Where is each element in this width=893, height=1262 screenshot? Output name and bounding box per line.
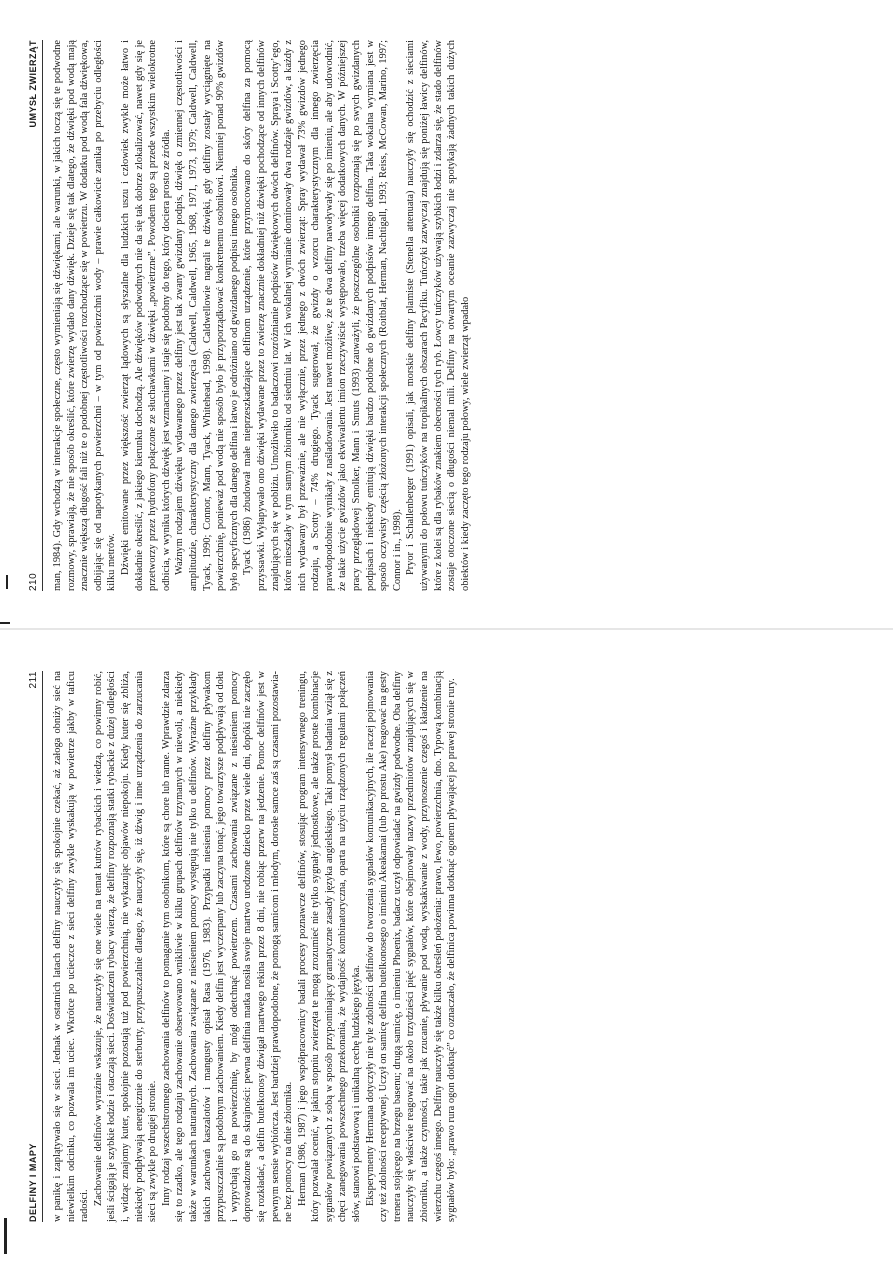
page-number: 211 xyxy=(28,671,39,689)
paragraph: Herman (1986, 1987) i jego współpracownicy badali procesy poznawcze delfinów, stosując program intensywnego treningu, który pozwalał ocenić, w jakim stopniu zwierzęta te mogą zrozumieć nie tylko sygnały jednostkowe, ale także proste kombinacje sygnałów powiązanych z sobą w sposób przypominający gramatyczne zasady języka angielskiego. Taki pomysł badania wziął się z chęci zanegowania powszechnego przekonania, że wydajność kombinatoryczna, oparta na użyciu rządzonych regułami połączeń słów, stanowi podstawową i unikalną cechę ludzkiego języka. xyxy=(296,671,363,1222)
paragraph: man, 1984). Gdy wchodzą w interakcje społeczne, często wymieniają się dźwiękami, ale warunki, w jakich toczą się te podwodne rozmowy, sprawiają, że nie sposób określić, które zwierzę wydało dany dźwięk. Dzieje się tak dlatego, że dźwięki pod wodą mają znacznie większą długość fali niż te o podobnej częstotliwości rozchodzące się w powietrzu. W dodatku pod wodą fala dźwiękowa, odbijając się od napotykanych powierzchni – w tym od powierzchni wody – prawie całkowicie zanika po przebyciu odległości kilku metrów. xyxy=(52,40,118,591)
page-number: 210 xyxy=(28,572,39,591)
page-211-body xyxy=(51,671,459,1222)
margin-mark xyxy=(0,622,10,624)
paragraph: Dźwięki emitowane przez większość zwierząt lądowych są słyszalne dla ludzkich uszu i człowiek zwykle może łatwo i dokładnie określić, z jakiego kierunku dochodzą. Ale dźwięków podwodnych nie da się tak dobrze zlokalizować, nawet gdy się je przetworzy przez hydrofony połączone ze słuchawkami w dźwięki „powietrzne”. Powodem tego są przede wszystkim wielokrotne odbicia, w wyniku których dźwięk jest wzmacniany i staje się podobny do tego, który dociera prosto ze źródła. xyxy=(119,40,172,591)
margin-mark xyxy=(4,1218,7,1254)
running-head-title: DELFINY I MAPY xyxy=(28,1143,38,1222)
paragraph: Eksperymenty Hermana dotyczyły nie tyle zdolności delfinów do tworzenia sygnałów komunikacyjnych, ile raczej pojmowania czy też zdolności receptywnej. Uczył on samicę delfina butelkonosego o imieniu Akeakamai (lub po prostu Ake) reagować na gesty trenera stojącego na brzegu basenu; drugą samicę, o imieniu Phoenix, badacz uczył odpowiadać na gwizdy podwodne. Oba delfiny nauczyły się właściwie reagować na około trzydzieści pięć sygnałów, które obejmowały nazwy przedmiotów znajdujących się w zbiorniku, a także czynności, takie jak rzucanie, pływanie pod wodą, wyskakiwanie z wody, przynoszenie czegoś i kładzenie na wierzchu czegoś innego. Delfiny nauczyły się także kilku określeń położenia: prawo, lewo, powierzchnia, dno. Typową kombinacją sygnałów było: „prawo rura ogon dotknąć” co oznaczało, że delfinica powinna dotknąć ogonem pływającej po prawej stronie rury. xyxy=(364,671,458,1222)
paragraph: Zachowanie delfinów wyraźnie wskazuje, że nauczyły się one wiele na temat kutrów rybackich i wiedzą, co powinny robić, jeśli ścigają je szybkie łodzie i otaczają sieci. Doświadczeni rybacy wierzą, że delfiny rozpoznają statki rybackie z dużej odległości i, widząc znajomy kuter, spokojnie pozostają tuż pod powierzchnią, nie wykazując objawów niepokoju. Kiedy kuter się zbliża, niekiedy podpływają energicznie do sterburty, przypuszczalnie dlatego, że nauczyły się, iż dźwig i inne urządzenia do zarzucania sieci są zwykle po drugiej stronie. xyxy=(92,671,159,1222)
paragraph: Inny rodzaj wszechstronnego zachowania delfinów to pomaganie tym osobnikom, które są chore lub ranne. Wprawdzie zdarza się to rzadko, ale tego rodzaju zachowanie obserwowano wnikliwie w kilku grupach delfinów trzymanych w niewoli, a niekiedy także w warunkach naturalnych. Zachowania związane z niesieniem pomocy występują nie tylko u delfinów. Wyraźne przykłady takich zachowań kaszalotów i mangusty opisał Rasa (1976, 1983). Przypadki niesienia pomocy przez delfiny pływakom przypuszczalnie są podobnym zachowaniem. Kiedy delfin jest wyczerpany lub zaczyna tonąć, jego towarzysze podpływają od dołu i wypychają go na powierzchnię, by mógł odetchnąć powietrzem. Czasami zachowania związane z niesieniem pomocy doprowadzone są do skrajności: pewna delfinia matka nosiła swoje martwo urodzone dziecko przez wiele dni, dopóki nie zaczęło się rozkładać, a delfin butelkonosy dźwigał martwego rekina przez 8 dni, nie robiąc przerw na jedzenie. Pomoc delfinów jest w pewnym sensie wybiórcza. Jest bardziej prawdopodobne, że pomogą samicom i młodym, dorosłe samce zaś są czasami pozostawiane bez pomocy na dnie zbiornika. xyxy=(160,671,295,1222)
page-211-content xyxy=(0,631,893,1262)
paragraph: Pryor i Schallenberger (1991) opisali, jak morskie delfiny plamiste (Stenella attenuata) nauczyły się ochodzić z sieciami używanymi do połowu tuńczyków na tropikalnych obszarach Pacyfiku. Tuńczyki zazwyczaj znajdują się poniżej ławicy delfinów, które z kolei są dla rybaków znakiem obecności tych ryb. Łowcy tuńczyków używają szybkich łodzi i zdarza się, że stado delfinów zostaje otoczone siecią o długości niemal mili. Delfiny na otwartym oceanie zazwyczaj nie spotykają żadnych takich dużych obiektów i kiedy zaczęto tego rodzaju połowy, wiele zwierząt wpadało xyxy=(405,40,471,591)
page-211 xyxy=(0,631,893,1262)
paragraph: Tyack (1986) zbudował małe nieprzeszkadzające delfinom urządzenie, które przymocowano do skóry delfina za pomocą przyssawki. Wyłapywało ono dźwięki wydawane przez to zwierzę znacznie dokładniej niż dźwięki pochodzące od innych delfinów znajdujących się w pobliżu. Umożliwiło to badaczowi rozróżnianie podpisów dźwiękowych dwóch delfinów. Spraya i Scotty’ego, które mieszkały w tym samym zbiorniku od siedmiu lat. W ich wokalnej wymianie dominowały dwa rodzaje gwizdów, a każdy z nich wydawany był przeważnie, ale nie wyłącznie, przez jednego z dwóch zwierząt: Spray wydawał 73% gwizdów jednego rodzaju, a Scotty – 74% drugiego. Tyack sugerował, że gwizdy o wzorcu charakterystycznym dla innego zwierzęcia prawdopodobnie wynikały z naśladowania. Jest nawet możliwe, że te dwa delfiny nawoływały się po imieniu, ale aby udowodnić, że takie użycie gwizdów jako ekwiwalentu imion rzeczywiście występowało, trzeba więcej dodatkowych danych. W późniejszej pracy przeglądowej Smolker, Mann i Smuts (1993) zauważyli, że poszczególne osobniki rozpoznają się po swych gwizdanych podpisach i niekiedy emitują dźwięki bardzo podobne do gwizdanych podpisów innego delfina. Taka wokalna wymiana jest w sposób oczywisty częścią złożonych interakcji społecznych (Roitblat, Herman, Nachtigall, 1993; Reiss, McCowan, Marino, 1997; Connor i in., 1998). xyxy=(242,40,403,591)
paragraph: w panikę i zaplątywało się w sieci. Jednak w ostatnich latach delfiny nauczyły się spokojnie czekać, aż załoga obniży sieć na niewielkim odcinku, co pozwala im uciec. Wkrótce po ucieczce z sieci delfiny zwykle wyskakują w powietrze jakby w taficu radości. xyxy=(52,671,91,1222)
page-210-body xyxy=(51,40,472,591)
margin-mark xyxy=(6,575,8,589)
running-head-211 xyxy=(28,671,43,1222)
paragraph: Ważnym rodzajem dźwięku wydawanego przez delfiny jest tak zwany gwizdany podpis, dźwięk o zmiennej częstotliwości i amplitudzie, charakterystyczny dla danego zwierzęcia (Caldwell, Caldwell, 1965, 1968, 1971, 1973, 1979; Caldwell, Caldwell, Tyack, 1990; Connor, Mann, Tyack, Whitehead, 1998). Caldwellowie nagrali te dźwięki, gdy delfiny zostały wyciągnięte na powierzchnię, ponieważ pod wodą nie sposób było je przyporządkować konkretnemu osobnikowi. Niemniej ponad 90% gwizdów było specyficznych dla danego delfina i łatwo je odróżniano od gwizdanego podpisu innego osobnika. xyxy=(174,40,240,591)
gutter-line xyxy=(0,628,893,630)
running-head-210 xyxy=(28,40,43,591)
running-head-title: UMYSŁ ZWIERZĄT xyxy=(28,40,38,128)
